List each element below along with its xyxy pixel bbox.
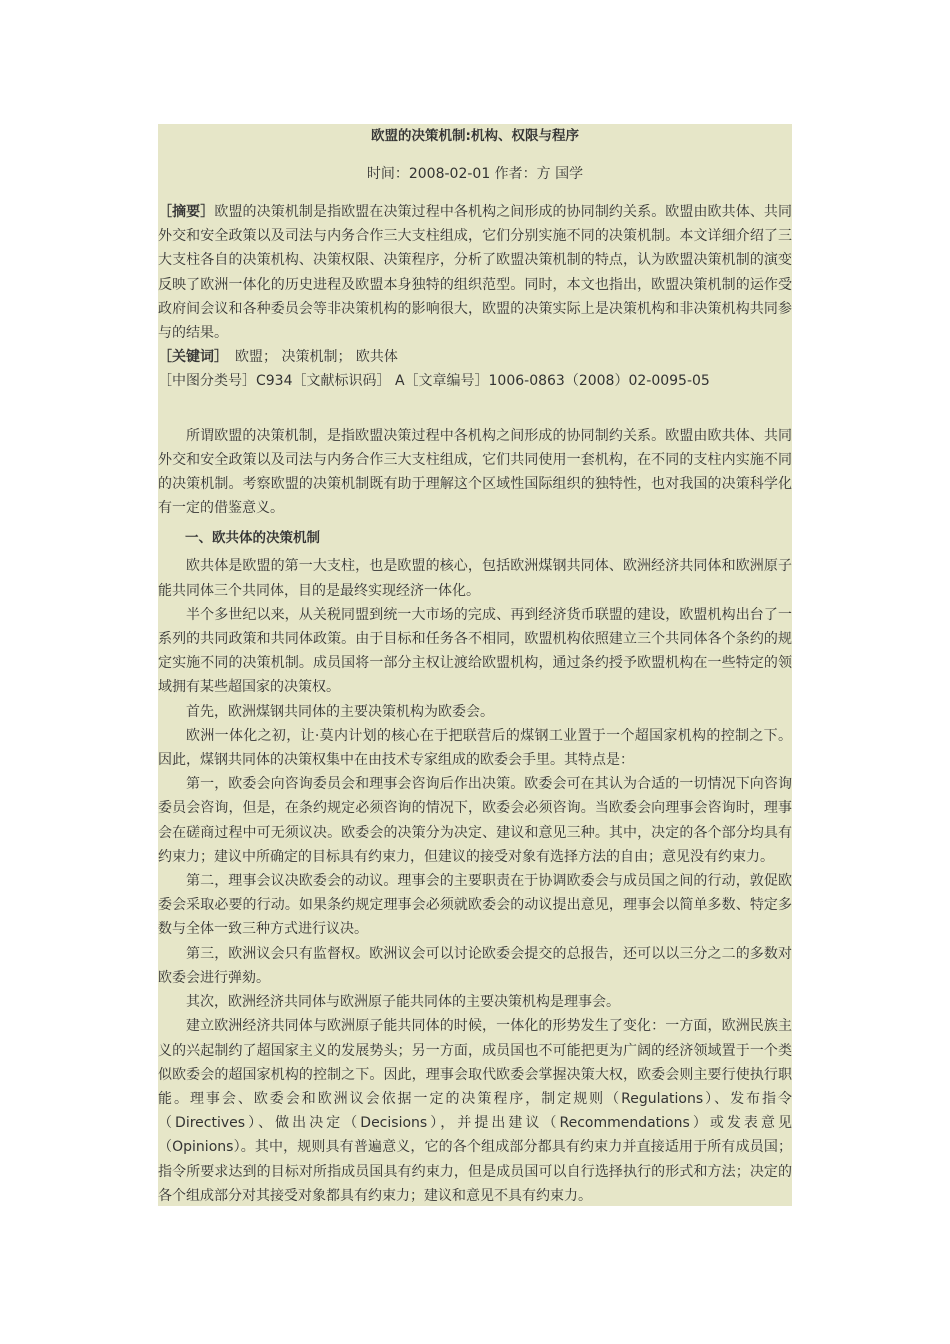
body-paragraph: 其次，欧洲经济共同体与欧洲原子能共同体的主要决策机构是理事会。 [186,994,620,1011]
body-paragraph: 欧洲一体化之初，让·莫内计划的核心在于把联营后的煤钢工业置于一个超国家机构的控制之下。因此，煤钢共同体的决策权集中在由技术专家组成的欧委会手里。其特点是： [158,727,792,769]
body-paragraph: 欧共体是欧盟的第一大支柱，也是欧盟的核心，包括欧洲煤钢共同体、欧洲经济共同体和欧洲原子能共同体三个共同体，目的是最终实现经济一体化。 [158,558,792,599]
body-paragraph: 第三，欧洲议会只有监督权。欧洲议会可以讨论欧委会提交的总报告，还可以以三分之二的多数对欧委会进行弹劾。 [158,945,792,986]
keywords [158,345,792,369]
keywords-label: ［关键词］ [158,349,221,366]
intro-paragraph: 所谓欧盟的决策机制，是指欧盟决策过程中各机构之间形成的协同制约关系。欧盟由欧共体、共同外交和安全政策以及司法与内务合作三大支柱组成，它们共同使用一套机构，在不同的支柱内实施不同的决策机制。考察欧盟的决策机制既有助于理解这个区域性国际组织的独特性，也对我国的决策科学化有一定的借鉴意义。 [158,427,792,517]
abstract-label: ［摘要］ [158,204,215,220]
blank-line [158,394,792,418]
abstract-text: 欧盟的决策机制是指欧盟在决策过程中各机构之间形成的协同制约关系。欧盟由欧共体、共同外交和安全政策以及司法与内务合作三大支柱组成，它们分别实施不同的决策机制。本文详细介绍了三大支柱各自的决策机构、决策权限、决策程序，分析了欧盟决策机制的特点，认为欧盟决策机制的演变反映了欧洲一体化的历史进程及欧盟本身独特的组织范型。同时，本文也指出，欧盟决策机制的运作受政府间会议和各种委员会等非决策机构的影响很大，欧盟的决策实际上是决策机构和非决策机构共同参与的结果。 [158,204,793,342]
keywords-text: 欧盟； 决策机制； 欧共体 [221,349,398,366]
article-meta: 时间：2008-02-01 作者：方 国学 [366,166,584,182]
abstract [158,200,792,345]
body-paragraph: 第一，欧委会向咨询委员会和理事会咨询后作出决策。欧委会可在其认为合适的一切情况下向咨询委员会咨询，但是，在条约规定必须咨询的情况下，欧委会必须咨询。当欧委会向理事会咨询时，理事会在磋商过程中可无须议决。欧委会的决策分为决定、建议和意见三种。其中，决定的各个部分均具有约束力；建议中所确定的目标具有约束力，但建议的接受对象有选择方法的自由；意见没有约束力。 [158,776,792,865]
article-title: 欧盟的决策机制:机构、权限与程序 [371,128,579,144]
section-heading: 一、欧共体的决策机制 [185,530,320,547]
article-body [158,124,792,1206]
classification: ［中图分类号］C934［文献标识码］ A［文章编号］1006-0863（2008）02-0095-05 [158,373,710,390]
body-paragraph: 半个多世纪以来，从关税同盟到统一大市场的完成、再到经济货币联盟的建设，欧盟机构出台了一系列的共同政策和共同体政策。由于目标和任务各不相同，欧盟机构依照建立三个共同体各个条约的规定实施不同的决策机制。成员国将一部分主权让渡给欧盟机构，通过条约授予欧盟机构在一些特定的领域拥有某些超国家的决策权。 [158,606,792,696]
body-paragraph: 第二，理事会议决欧委会的动议。理事会的主要职责在于协调欧委会与成员国之间的行动，敦促欧委会采取必要的行动。如果条约规定理事会必须就欧委会的动议提出意见，理事会以简单多数、特定多数与全体一致三种方式进行议决。 [158,873,792,938]
body-paragraph: 首先，欧洲煤钢共同体的主要决策机构为欧委会。 [186,703,494,720]
body-paragraph: 建立欧洲经济共同体与欧洲原子能共同体的时候，一体化的形势发生了变化：一方面，欧洲民族主义的兴起制约了超国家主义的发展势头；另一方面，成员国也不可能把更为广阔的经济领域置于一个类似欧委会的超国家机构的控制之下。因此，理事会取代欧委会掌握决策大权，欧委会则主要行使执行职能。理事会、欧委会和欧洲议会依据一定的决策程序，制定规则（Regulations）、发布指令（Directives）、做出决定（Decisions），并提出建议（Recommendations）或发表意见（Opinions）。其中，规则具有普遍意义，它的各个组成部分都具有约束力并直接适用于所有成员国；指令所要求达到的目标对所指成员国具有约束力，但是成员国可以自行选择执行的形式和方法；决定的各个组成部分对其接受对象都具有约束力；建议和意见不具有约束力。 [158,1018,792,1204]
